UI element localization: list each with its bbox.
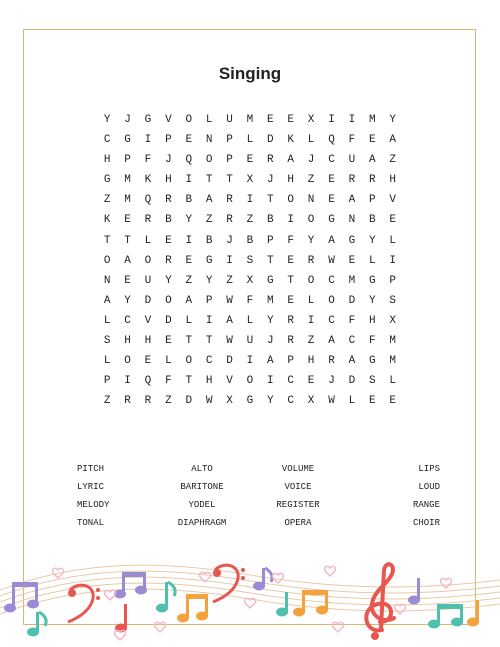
grid-letter: O — [328, 294, 335, 307]
grid-row — [97, 254, 403, 274]
grid-letter: F — [368, 335, 376, 348]
grid-letter: F — [144, 154, 152, 167]
grid-letter: O — [185, 355, 193, 368]
grid-letter: A — [205, 194, 213, 207]
word-list-item: LOUD — [418, 482, 440, 492]
word-list-item: OPERA — [284, 518, 312, 528]
grid-letter: U — [226, 114, 233, 126]
grid-letter: P — [103, 375, 111, 388]
grid-letter: R — [287, 335, 295, 348]
grid-letter: E — [165, 335, 172, 348]
grid-letter: O — [165, 294, 172, 307]
grid-letter: Y — [307, 234, 315, 247]
grid-letter: J — [226, 234, 233, 247]
grid-letter: E — [124, 274, 131, 287]
grid-letter: C — [287, 375, 295, 388]
grid-letter: I — [226, 254, 233, 267]
grid-letter: Z — [307, 174, 315, 187]
grid-letter: Z — [389, 154, 396, 167]
grid-row — [97, 113, 403, 133]
music-decoration — [0, 540, 500, 647]
grid-letter: X — [389, 314, 396, 327]
grid-letter: T — [103, 234, 111, 247]
grid-letter: T — [205, 335, 213, 348]
grid-letter: E — [328, 174, 335, 187]
grid-letter: E — [287, 254, 295, 267]
grid-letter: J — [267, 335, 274, 348]
grid-letter: O — [185, 114, 193, 126]
grid-letter: G — [124, 134, 131, 147]
grid-letter: A — [103, 294, 111, 307]
grid-letter: C — [287, 395, 295, 408]
grid-letter: I — [307, 314, 315, 327]
word-list-item: VOLUME — [281, 464, 315, 474]
grid-letter: H — [368, 314, 376, 327]
grid-letter: W — [226, 294, 233, 307]
grid-letter: H — [307, 355, 315, 368]
grid-letter: G — [348, 234, 356, 247]
grid-letter: H — [103, 154, 111, 167]
grid-letter: R — [144, 214, 152, 227]
grid-letter: M — [389, 355, 396, 368]
music-note-icon — [177, 594, 208, 623]
grid-letter: P — [226, 134, 233, 147]
grid-letter: E — [124, 214, 131, 227]
grid-letter: O — [124, 355, 131, 368]
grid-letter: E — [144, 355, 152, 368]
grid-letter: G — [246, 395, 254, 408]
grid-letter: P — [124, 154, 131, 167]
word-list-item: REGISTER — [276, 500, 320, 510]
grid-letter: A — [328, 335, 335, 348]
grid-letter: L — [389, 234, 396, 247]
music-note-icon — [276, 592, 288, 617]
heart-icon — [273, 573, 284, 583]
grid-letter: G — [144, 114, 152, 126]
grid-letter: O — [307, 214, 315, 227]
grid-letter: V — [226, 375, 233, 388]
grid-letter: H — [144, 335, 152, 348]
music-note-icon — [27, 612, 46, 637]
grid-letter: L — [185, 314, 193, 327]
grid-letter: V — [389, 194, 396, 207]
grid-letter: R — [226, 194, 233, 207]
music-note-icon — [467, 600, 479, 627]
grid-letter: A — [287, 154, 295, 167]
grid-letter: G — [103, 174, 111, 187]
grid-letter: X — [226, 395, 233, 408]
grid-letter: H — [205, 375, 213, 388]
grid-letter: H — [287, 174, 295, 187]
grid-row — [97, 294, 403, 314]
grid-letter: D — [348, 375, 356, 388]
music-note-icon — [156, 582, 175, 613]
grid-row — [97, 133, 403, 153]
grid-letter: W — [205, 395, 213, 408]
grid-letter: Y — [368, 234, 376, 247]
grid-letter: I — [246, 355, 254, 368]
grid-letter: E — [328, 194, 335, 207]
grid-letter: Y — [267, 395, 274, 408]
grid-row — [97, 354, 403, 374]
grid-letter: L — [348, 395, 356, 408]
heart-icon — [441, 578, 452, 588]
grid-letter: L — [205, 114, 213, 126]
grid-letter: J — [307, 154, 315, 167]
grid-letter: Y — [185, 214, 193, 227]
grid-letter: M — [348, 274, 356, 287]
grid-letter: I — [124, 375, 131, 388]
grid-letter: C — [124, 314, 131, 327]
grid-letter: R — [165, 194, 172, 207]
grid-letter: K — [103, 214, 111, 227]
grid-letter: W — [328, 395, 335, 408]
grid-letter: O — [246, 375, 254, 388]
grid-letter: R — [144, 395, 152, 408]
grid-letter: P — [287, 355, 295, 368]
word-list-item: MELODY — [77, 500, 110, 510]
grid-letter: F — [165, 375, 172, 388]
grid-letter: A — [348, 355, 356, 368]
grid-letter: Y — [267, 314, 274, 327]
grid-letter: U — [348, 154, 356, 167]
grid-letter: C — [348, 335, 356, 348]
grid-letter: H — [165, 174, 172, 187]
grid-letter: E — [185, 134, 193, 147]
grid-letter: Q — [144, 375, 152, 388]
grid-letter: I — [185, 234, 193, 247]
grid-letter: R — [348, 174, 356, 187]
grid-letter: P — [389, 274, 396, 287]
grid-letter: Y — [103, 114, 111, 126]
grid-letter: I — [185, 174, 193, 187]
grid-letter: V — [165, 114, 172, 126]
grid-letter: J — [328, 375, 335, 388]
grid-letter: E — [368, 395, 376, 408]
grid-letter: E — [389, 395, 396, 408]
grid-letter: O — [287, 194, 295, 207]
grid-letter: T — [124, 234, 131, 247]
grid-letter: E — [307, 375, 315, 388]
staff-lines — [0, 565, 500, 614]
word-list-item: LIPS — [418, 464, 440, 474]
grid-row — [97, 314, 403, 334]
grid-letter: Q — [328, 134, 335, 147]
grid-letter: E — [246, 154, 254, 167]
grid-row — [97, 213, 403, 233]
word-list-item: RANGE — [412, 500, 440, 510]
grid-letter: D — [226, 355, 233, 368]
grid-letter: N — [307, 194, 315, 207]
heart-icon — [395, 604, 406, 614]
word-list-item: ALTO — [191, 464, 213, 474]
grid-letter: B — [267, 214, 274, 227]
grid-letter: X — [307, 395, 315, 408]
grid-letter: E — [185, 254, 193, 267]
grid-letter: S — [368, 375, 376, 388]
grid-letter: R — [368, 174, 376, 187]
grid-letter: E — [287, 294, 295, 307]
grid-letter: R — [124, 395, 131, 408]
grid-letter: Q — [185, 154, 193, 167]
grid-letter: T — [267, 194, 274, 207]
grid-letter: Y — [368, 294, 376, 307]
grid-letter: B — [246, 234, 254, 247]
grid-letter: A — [226, 314, 233, 327]
grid-letter: Z — [246, 214, 254, 227]
grid-letter: M — [267, 294, 274, 307]
grid-letter: O — [307, 274, 315, 287]
grid-letter: K — [144, 174, 152, 187]
grid-letter: P — [267, 234, 274, 247]
grid-letter: C — [205, 355, 213, 368]
grid-letter: D — [348, 294, 356, 307]
grid-letter: F — [287, 234, 295, 247]
grid-letter: L — [389, 375, 396, 388]
grid-letter: L — [144, 234, 152, 247]
bass-clef-icon — [68, 585, 100, 622]
grid-letter: T — [205, 174, 213, 187]
grid-letter: A — [124, 254, 131, 267]
heart-icon — [325, 566, 336, 576]
grid-letter: P — [368, 194, 376, 207]
grid-letter: X — [246, 274, 254, 287]
word-list-item: YODEL — [188, 500, 216, 510]
grid-letter: N — [348, 214, 356, 227]
grid-letter: T — [185, 375, 193, 388]
grid-letter: L — [103, 314, 111, 327]
heart-icon — [155, 622, 166, 632]
grid-row — [97, 193, 403, 213]
grid-letter: M — [389, 335, 396, 348]
grid-letter: E — [287, 114, 295, 126]
grid-letter: Y — [124, 294, 131, 307]
grid-letter: L — [307, 294, 315, 307]
grid-letter: E — [165, 234, 172, 247]
grid-letter: T — [185, 335, 193, 348]
grid-letter: P — [165, 134, 172, 147]
music-note-icon — [408, 578, 420, 605]
grid-letter: C — [328, 154, 335, 167]
music-note-icon — [115, 604, 127, 633]
grid-letter: W — [226, 335, 233, 348]
grid-row — [97, 394, 403, 414]
grid-letter: T — [287, 274, 295, 287]
grid-letter: I — [246, 194, 254, 207]
grid-letter: Z — [185, 274, 193, 287]
word-list — [58, 462, 442, 530]
word-list-item: VOICE — [284, 482, 312, 492]
grid-letter: A — [348, 194, 356, 207]
grid-letter: A — [368, 154, 376, 167]
grid-letter: G — [267, 274, 274, 287]
grid-letter: E — [267, 114, 274, 126]
heart-icon — [105, 590, 116, 600]
grid-letter: Z — [226, 274, 233, 287]
grid-letter: L — [165, 355, 172, 368]
grid-letter: Z — [103, 194, 111, 207]
grid-row — [97, 274, 403, 294]
heart-icon — [333, 622, 344, 632]
grid-letter: Z — [307, 335, 315, 348]
grid-row — [97, 374, 403, 394]
grid-letter: X — [246, 174, 254, 187]
page-title: Singing — [218, 64, 282, 83]
word-list-item: CHOIR — [412, 518, 440, 528]
word-list-item: PITCH — [77, 464, 105, 474]
grid-letter: I — [389, 254, 396, 267]
grid-letter: L — [307, 134, 315, 147]
grid-letter: M — [124, 174, 131, 187]
grid-letter: Q — [144, 194, 152, 207]
grid-letter: N — [103, 274, 111, 287]
grid-letter: L — [103, 355, 111, 368]
grid-letter: O — [144, 254, 152, 267]
grid-letter: P — [226, 154, 233, 167]
grid-letter: I — [348, 114, 356, 126]
grid-letter: R — [267, 154, 274, 167]
grid-letter: D — [185, 395, 193, 408]
grid-letter: N — [205, 134, 213, 147]
grid-letter: F — [246, 294, 254, 307]
grid-letter: E — [368, 134, 376, 147]
grid-letter: L — [246, 134, 254, 147]
grid-letter: D — [144, 294, 152, 307]
grid-letter: B — [165, 214, 172, 227]
grid-letter: R — [307, 254, 315, 267]
grid-letter: Y — [165, 274, 172, 287]
grid-row — [97, 334, 403, 354]
grid-letter: S — [103, 335, 111, 348]
word-list-item: TONAL — [77, 518, 105, 528]
letter-grid — [97, 113, 403, 414]
grid-row — [97, 234, 403, 254]
grid-letter: B — [185, 194, 193, 207]
grid-letter: L — [368, 254, 376, 267]
grid-letter: E — [389, 214, 396, 227]
grid-letter: A — [185, 294, 193, 307]
grid-letter: Z — [205, 214, 213, 227]
word-list-item: LYRIC — [77, 482, 105, 492]
grid-letter: O — [205, 154, 213, 167]
grid-letter: S — [389, 294, 396, 307]
grid-letter: F — [348, 134, 356, 147]
grid-letter: Y — [205, 274, 213, 287]
grid-letter: I — [144, 134, 152, 147]
grid-letter: K — [287, 134, 295, 147]
word-list-item: DIAPHRAGM — [177, 518, 227, 528]
music-note-icon — [253, 568, 272, 591]
grid-letter: M — [124, 194, 131, 207]
grid-letter: R — [287, 314, 295, 327]
grid-letter: V — [144, 314, 152, 327]
grid-letter: A — [267, 355, 274, 368]
treble-clef-icon — [366, 564, 394, 640]
grid-letter: R — [328, 355, 335, 368]
grid-letter: R — [165, 254, 172, 267]
grid-letter: D — [267, 134, 274, 147]
grid-letter: I — [205, 314, 213, 327]
grid-letter: G — [205, 254, 213, 267]
grid-letter: R — [226, 214, 233, 227]
grid-letter: C — [103, 134, 111, 147]
grid-letter: I — [287, 214, 295, 227]
grid-letter: F — [348, 314, 356, 327]
music-note-icon — [114, 572, 147, 599]
grid-letter: E — [348, 254, 356, 267]
grid-letter: A — [328, 234, 335, 247]
grid-letter: M — [246, 114, 254, 126]
grid-letter: C — [328, 274, 335, 287]
grid-letter: X — [307, 114, 315, 126]
grid-letter: H — [124, 335, 131, 348]
grid-row — [97, 173, 403, 193]
grid-letter: D — [165, 314, 172, 327]
grid-letter: H — [389, 174, 396, 187]
grid-letter: C — [328, 314, 335, 327]
grid-letter: G — [368, 274, 376, 287]
grid-letter: O — [103, 254, 111, 267]
grid-letter: G — [368, 355, 376, 368]
grid-letter: U — [144, 274, 152, 287]
grid-letter: Y — [389, 114, 396, 126]
grid-letter: T — [267, 254, 274, 267]
grid-letter: Z — [103, 395, 111, 408]
grid-letter: B — [205, 234, 213, 247]
grid-letter: J — [124, 114, 131, 126]
grid-letter: L — [246, 314, 254, 327]
grid-letter: U — [246, 335, 254, 348]
grid-letter: S — [246, 254, 254, 267]
grid-letter: A — [389, 134, 396, 147]
grid-letter: J — [165, 154, 172, 167]
grid-letter: T — [226, 174, 233, 187]
grid-row — [97, 153, 403, 173]
word-list-item: BARITONE — [180, 482, 224, 492]
music-note-icon — [428, 604, 463, 629]
grid-letter: J — [267, 174, 274, 187]
grid-letter: B — [368, 214, 376, 227]
grid-letter: Z — [165, 395, 172, 408]
grid-letter: P — [205, 294, 213, 307]
grid-letter: G — [328, 214, 335, 227]
grid-letter: M — [368, 114, 376, 126]
grid-letter: W — [328, 254, 335, 267]
grid-letter: I — [267, 375, 274, 388]
grid-letter: I — [328, 114, 335, 126]
